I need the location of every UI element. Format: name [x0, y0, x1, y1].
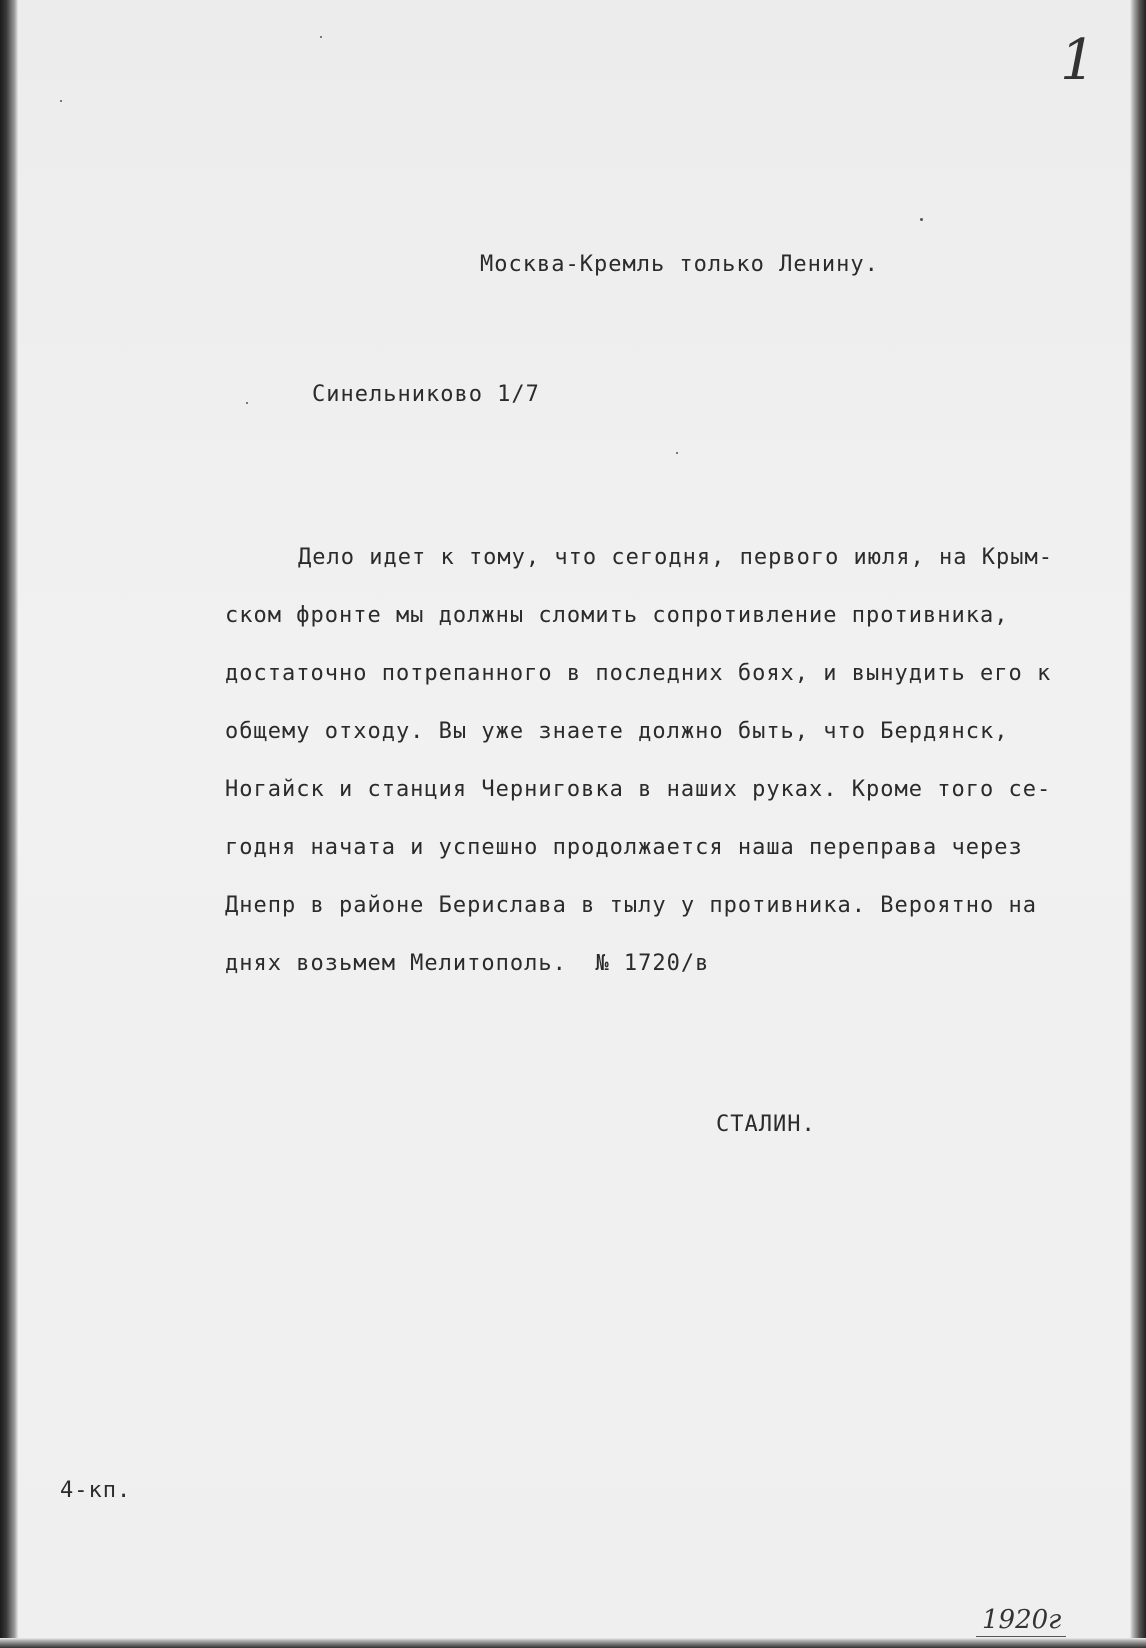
- paper-speck: [246, 402, 248, 404]
- body-line: достаточно потрепанного в последних боях, и вынудить его к: [225, 661, 1052, 686]
- body-line: ском фронте мы должны сломить сопротивление противника,: [225, 603, 1009, 628]
- scan-left-border: [0, 0, 18, 1648]
- body-line: Днепр в районе Берислава в тылу у противника. Вероятно на: [225, 893, 1037, 918]
- scan-right-border: [1130, 0, 1146, 1648]
- paper-speck: [60, 100, 62, 102]
- addressee-line: Москва-Кремль только Ленину.: [480, 252, 879, 277]
- year-underline: [976, 1636, 1066, 1637]
- paper-speck: [676, 452, 678, 454]
- body-line: Дело идет к тому, что сегодня, первого июля, на Крым-: [298, 545, 1053, 570]
- signature: СТАЛИН.: [716, 1112, 816, 1137]
- paper-speck: [920, 218, 923, 221]
- body-line: годня начата и успешно продолжается наша переправа через: [225, 835, 1023, 860]
- paper-speck: [320, 36, 322, 38]
- place-date-line: Синельниково 1/7: [312, 382, 540, 407]
- copies-note: 4-кп.: [60, 1478, 132, 1503]
- body-line: Ногайск и станция Черниговка в наших руках. Кроме того се-: [225, 777, 1052, 802]
- body-line: днях возьмем Мелитополь. № 1720/в: [225, 951, 710, 976]
- handwritten-page-number: 1: [1060, 28, 1096, 93]
- handwritten-year-note: 1920г: [982, 1605, 1062, 1635]
- scan-bottom-border: [0, 1638, 1146, 1648]
- body-line: общему отходу. Вы уже знаете должно быть, что Бердянск,: [225, 719, 1009, 744]
